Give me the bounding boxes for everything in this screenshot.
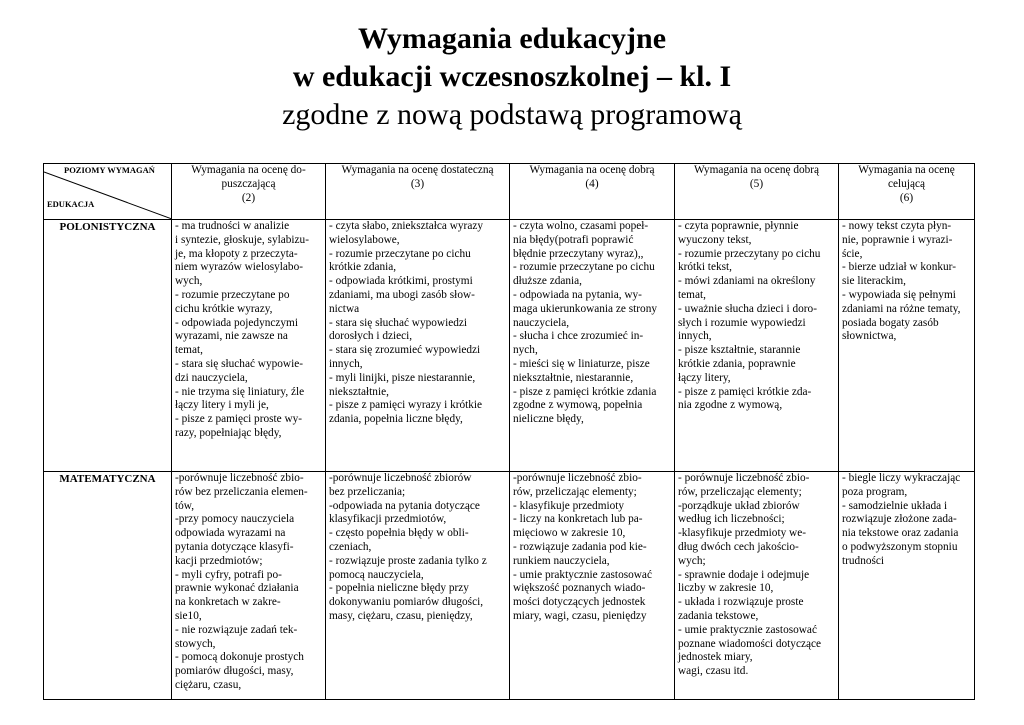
table-cell: [172, 472, 326, 700]
table-cell: [675, 220, 839, 472]
table-cell: [510, 472, 675, 700]
column-header: [675, 164, 839, 220]
cell-text: - ma trudności w analizie i syntezie, głoskuje, sylabizu- je, ma kłopoty z przeczyta- niem wyrazów wielosylabo- wych, - rozumie przeczytane po cichu krótkie wyrazy, - odpowiada pojedynczymi wyrazami, nie zawsze na temat, - stara się słuchać wypowie- dzi nauczyciela, - nie trzyma się liniatury, źle łączy litery i myli je, - pisze z pamięci proste wy- razy, popełniając błędy,: [175, 220, 309, 439]
column-label: Wymagania na ocenę dobrą: [693, 164, 820, 176]
table-cell: [172, 220, 326, 472]
column-grade: (2): [241, 191, 256, 204]
table-cell: [839, 220, 975, 472]
column-grade: (3): [410, 177, 425, 190]
table-row: [44, 220, 975, 472]
column-header: [326, 164, 510, 220]
table-header-row: [44, 164, 975, 220]
table-cell: [510, 220, 675, 472]
cell-text: - czyta słabo, zniekształca wyrazy wielosylabowe, - rozumie przeczytane po cichu krótkie zdania, - odpowiada krótkimi, prostymi zdaniami, ma ubogi zasób słow- nictwa - stara się słuchać wypowiedzi dorosłych i dzieci, - stara się zrozumieć wypowiedzi innych, - myli linijki, pisze niestarannie, niekształtnie, - pisze z pamięci wyrazy i krótkie zdania, popełnia liczne błędy,: [329, 220, 483, 426]
cell-text: - czyta poprawnie, płynnie wyuczony tekst, - rozumie przeczytany po cichu krótki tekst, - mówi zdaniami na określony temat, - uważnie słucha dzieci i doro- słych i rozumie wypowiedzi innych, - pisze kształtnie, starannie krótkie zdania, poprawnie łączy litery, - pisze z pamięci krótkie zda- nia zgodne z wymową,: [678, 220, 821, 412]
cell-text: - czyta wolno, czasami popeł- nia błędy(potrafi poprawić błędnie przeczytany wyraz),, - rozumie przeczytane po cichu dłuższe zdania, - odpowiada na pytania, wy- maga ukierunkowania ze strony nauczyciela, - słucha i chce zrozumieć in- nych, - mieści się w liniaturze, pisze niekształtnie, niestarannie, - pisze z pamięci krótkie zdania zgodne z wymową, popełnia nieliczne błędy,: [513, 220, 657, 426]
column-label: Wymagania na ocenę dobrą: [529, 164, 655, 176]
column-label: Wymagania na ocenę dostateczną: [341, 164, 494, 176]
document-subtitle-note: zgodne z nową podstawą programową: [282, 98, 742, 131]
document-subtitle: w edukacji wczesnoszkolnej – kl. I: [292, 60, 732, 93]
column-header: [172, 164, 326, 220]
column-label: Wymagania na ocenę celującą: [858, 164, 955, 190]
corner-label-education: EDUKACJA: [47, 199, 95, 209]
requirements-table: [43, 163, 975, 700]
column-grade: (5): [749, 177, 764, 190]
table-row: [44, 472, 975, 700]
cell-text: -porównuje liczebność zbiorów bez przeliczania; -odpowiada na pytania dotyczące klasyfikacji przedmiotów, - często popełnia błędy w obli- czeniach, - rozwiązuje proste zadania tylko z pomocą nauczyciela, - popełnia nieliczne błędy przy dokonywaniu pomiarów długości, masy, ciężaru, czasu, pieniędzy,: [329, 472, 487, 622]
table-cell: [839, 472, 975, 700]
cell-text: - porównuje liczebność zbio- rów, przeliczając elementy; -porządkuje układ zbiorów według ich liczebności; -klasyfikuje przedmioty we- dług dwóch cech jakościo- wych; - sprawnie dodaje i odejmuje liczby w zakresie 10, - układa i rozwiązuje proste zadania tekstowe, - umie praktycznie zastosować poznane wiadomości dotyczące jednostek miary, wagi, czasu itd.: [678, 472, 822, 678]
column-label: Wymagania na ocenę do- puszczającą: [191, 164, 306, 190]
cell-text: -porównuje liczebność zbio- rów, przeliczając elementy; - klasyfikuje przedmioty - liczy na konkretach lub pa- mięciowo w zakresie 10, - rozwiązuje zadania pod kie- runkiem nauczyciela, - umie praktycznie zastosować większość poznanych wiado- mości dotyczących jednostek miary, wagi, czasu, pieniędzy: [513, 472, 652, 622]
cell-text: - biegle liczy wykraczając poza program, - samodzielnie układa i rozwiązuje złożone zada- nia tekstowe oraz zadania o podwyższonym stopniu trudności: [842, 472, 961, 567]
column-header: [510, 164, 675, 220]
table-cell: [326, 220, 510, 472]
table-cell: [326, 472, 510, 700]
document-title: Wymagania edukacyjne: [357, 22, 667, 55]
row-header-polish: POLONISTYCZNA: [44, 220, 172, 472]
column-grade: (4): [585, 177, 599, 190]
corner-label-levels: POZIOMY WYMAGAŃ: [64, 165, 155, 175]
column-grade: (6): [899, 191, 914, 204]
row-header-math: MATEMATYCZNA: [44, 472, 172, 700]
cell-text: -porównuje liczebność zbio- rów bez przeliczania elemen- tów, -przy pomocy nauczyciela odpowiada wyrazami na pytania dotyczące klasyfi- kacji przedmiotów; - myli cyfry, potrafi po- prawnie wykonać działania na konkretach w zakre- sie10, - nie rozwiązuje zadań tek- stowych, - pomocą dokonuje prostych pomiarów długości, masy, ciężaru, czasu,: [175, 472, 308, 691]
cell-text: - nowy tekst czyta płyn- nie, poprawnie i wyrazi- ście, - bierze udział w konkur- sie literackim, - wypowiada się pełnymi zdaniami na różne tematy, posiada bogaty zasób słownictwa,: [842, 220, 961, 343]
corner-header-cell: [44, 164, 172, 220]
column-header: [839, 164, 975, 220]
table-cell: [675, 472, 839, 700]
